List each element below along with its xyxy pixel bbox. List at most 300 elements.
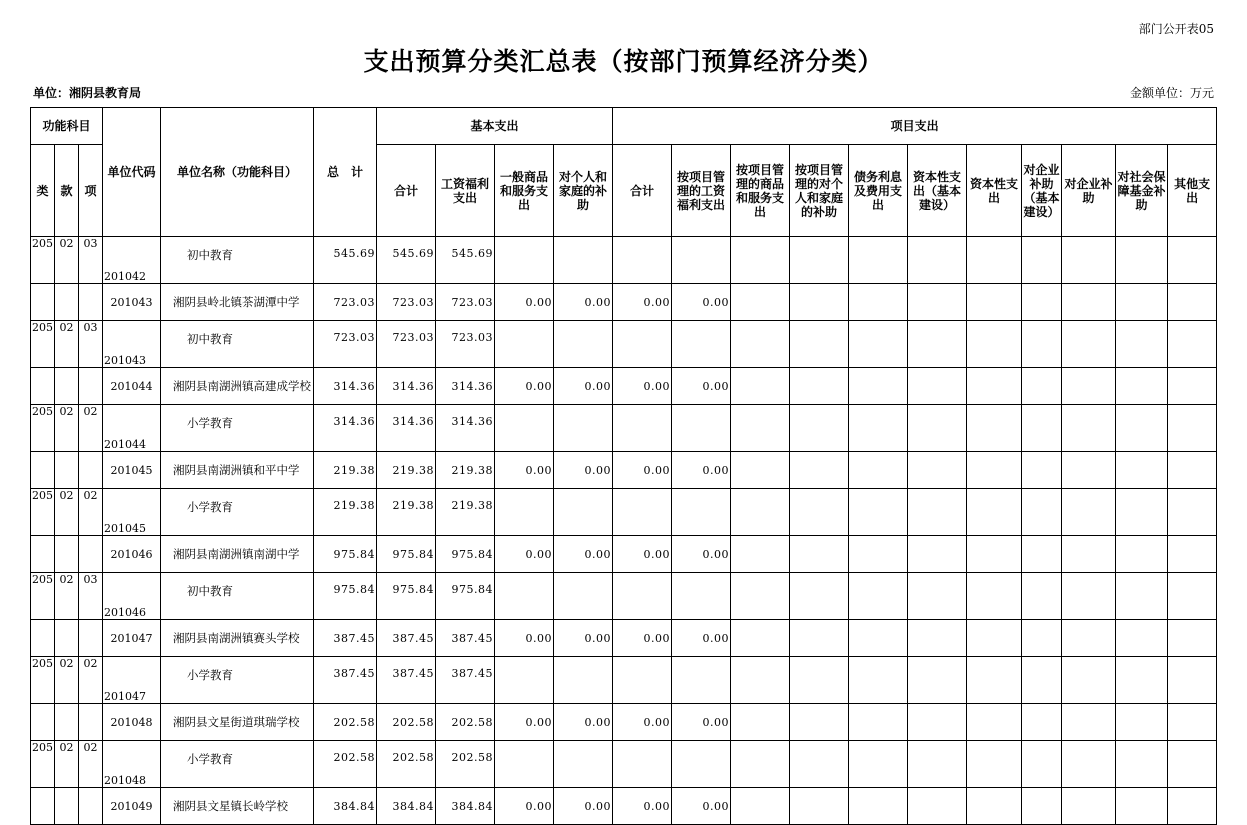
cell-unit-code: 201046	[103, 573, 161, 620]
cell-xiang	[79, 536, 103, 573]
cell-empty	[1168, 368, 1217, 405]
cell-wage: 387.45	[436, 657, 495, 704]
cell-total: 219.38	[314, 489, 377, 536]
cell-wage: 975.84	[436, 536, 495, 573]
header-proj-family: 按项目管理的对个人和家庭的补助	[790, 145, 849, 237]
cell-total: 975.84	[314, 573, 377, 620]
cell-proj-subtotal	[613, 237, 672, 284]
header-capital-basic: 资本性支出（基本建设）	[908, 145, 967, 237]
cell-xiang	[79, 452, 103, 489]
header-other: 其他支出	[1168, 145, 1217, 237]
cell-unit-name: 湘阴县文星街道琪瑞学校	[161, 704, 314, 741]
budget-table	[30, 107, 1217, 825]
header-xiang: 项	[79, 145, 103, 237]
cell-family: 0.00	[554, 284, 613, 321]
cell-subtotal: 387.45	[377, 620, 436, 657]
cell-goods	[495, 321, 554, 368]
cell-goods: 0.00	[495, 368, 554, 405]
cell-family	[554, 489, 613, 536]
cell-wage: 545.69	[436, 237, 495, 284]
cell-proj-wage: 0.00	[672, 452, 731, 489]
cell-empty	[1022, 788, 1062, 825]
cell-empty	[1022, 536, 1062, 573]
cell-empty	[908, 237, 967, 284]
cell-lei: 205	[31, 657, 55, 704]
cell-wage: 314.36	[436, 368, 495, 405]
cell-lei: 205	[31, 321, 55, 368]
cell-subtotal: 723.03	[377, 284, 436, 321]
cell-kuan: 02	[55, 573, 79, 620]
cell-total: 975.84	[314, 536, 377, 573]
cell-empty	[1116, 489, 1168, 536]
cell-empty	[790, 237, 849, 284]
cell-lei	[31, 788, 55, 825]
cell-family: 0.00	[554, 452, 613, 489]
cell-empty	[967, 237, 1022, 284]
cell-empty	[1062, 321, 1116, 368]
header-capital: 资本性支出	[967, 145, 1022, 237]
cell-xiang	[79, 284, 103, 321]
cell-proj-subtotal	[613, 573, 672, 620]
header-proj-wage: 按项目管理的工资福利支出	[672, 145, 731, 237]
cell-xiang: 02	[79, 741, 103, 788]
cell-empty	[908, 536, 967, 573]
cell-proj-wage	[672, 237, 731, 284]
cell-empty	[849, 704, 908, 741]
cell-empty	[1168, 405, 1217, 452]
cell-empty	[1022, 704, 1062, 741]
cell-empty	[967, 788, 1022, 825]
cell-wage: 723.03	[436, 321, 495, 368]
cell-family: 0.00	[554, 788, 613, 825]
cell-empty	[849, 368, 908, 405]
cell-proj-wage: 0.00	[672, 788, 731, 825]
cell-xiang	[79, 368, 103, 405]
cell-empty	[967, 704, 1022, 741]
cell-empty	[849, 657, 908, 704]
cell-empty	[1168, 452, 1217, 489]
cell-empty	[731, 620, 790, 657]
table-row-unit	[31, 284, 1217, 321]
cell-lei	[31, 368, 55, 405]
cell-goods: 0.00	[495, 788, 554, 825]
table-row-function	[31, 657, 1217, 704]
cell-lei: 205	[31, 741, 55, 788]
header-basic-wage: 工资福利支出	[436, 145, 495, 237]
cell-proj-subtotal	[613, 489, 672, 536]
cell-total: 202.58	[314, 741, 377, 788]
cell-subtotal: 723.03	[377, 321, 436, 368]
unit-label: 单位：湘阴县教育局	[33, 86, 142, 100]
cell-goods: 0.00	[495, 452, 554, 489]
cell-empty	[1022, 573, 1062, 620]
cell-family	[554, 237, 613, 284]
cell-unit-code: 201043	[103, 321, 161, 368]
cell-empty	[1022, 321, 1062, 368]
cell-empty	[1116, 704, 1168, 741]
cell-empty	[1022, 405, 1062, 452]
cell-empty	[908, 284, 967, 321]
cell-empty	[1062, 452, 1116, 489]
cell-unit-name: 湘阴县南湖洲镇南湖中学	[161, 536, 314, 573]
header-enterprise: 对企业补助	[1062, 145, 1116, 237]
cell-empty	[1062, 368, 1116, 405]
cell-lei: 205	[31, 573, 55, 620]
cell-empty	[731, 741, 790, 788]
cell-family	[554, 657, 613, 704]
cell-empty	[731, 405, 790, 452]
cell-proj-wage: 0.00	[672, 620, 731, 657]
cell-empty	[849, 489, 908, 536]
table-row-unit	[31, 788, 1217, 825]
form-number: 部门公开表05	[1138, 22, 1214, 36]
cell-empty	[1116, 284, 1168, 321]
cell-empty	[908, 741, 967, 788]
cell-empty	[790, 284, 849, 321]
header-basic-subtotal: 合计	[377, 145, 436, 237]
cell-unit-name: 湘阴县南湖洲镇和平中学	[161, 452, 314, 489]
cell-goods	[495, 489, 554, 536]
cell-empty	[849, 788, 908, 825]
cell-unit-code: 201044	[103, 405, 161, 452]
cell-empty	[967, 620, 1022, 657]
cell-empty	[849, 741, 908, 788]
cell-goods: 0.00	[495, 536, 554, 573]
cell-proj-subtotal: 0.00	[613, 284, 672, 321]
cell-empty	[731, 704, 790, 741]
cell-empty	[1116, 788, 1168, 825]
cell-unit-code: 201044	[103, 368, 161, 405]
cell-unit-code: 201047	[103, 657, 161, 704]
cell-empty	[1022, 284, 1062, 321]
cell-empty	[790, 620, 849, 657]
cell-proj-wage: 0.00	[672, 536, 731, 573]
cell-proj-subtotal	[613, 321, 672, 368]
cell-empty	[908, 321, 967, 368]
cell-empty	[908, 657, 967, 704]
table-row-function	[31, 489, 1217, 536]
cell-empty	[1168, 284, 1217, 321]
cell-subtotal: 202.58	[377, 704, 436, 741]
cell-wage: 387.45	[436, 620, 495, 657]
cell-kuan	[55, 284, 79, 321]
cell-proj-subtotal: 0.00	[613, 788, 672, 825]
cell-empty	[790, 573, 849, 620]
cell-kuan: 02	[55, 489, 79, 536]
cell-total: 314.36	[314, 405, 377, 452]
cell-kuan	[55, 368, 79, 405]
cell-empty	[1116, 573, 1168, 620]
cell-wage: 219.38	[436, 489, 495, 536]
cell-proj-wage	[672, 489, 731, 536]
cell-proj-subtotal: 0.00	[613, 368, 672, 405]
cell-proj-subtotal: 0.00	[613, 536, 672, 573]
cell-empty	[1168, 321, 1217, 368]
cell-empty	[731, 452, 790, 489]
cell-wage: 384.84	[436, 788, 495, 825]
cell-subtotal: 975.84	[377, 573, 436, 620]
cell-empty	[731, 237, 790, 284]
cell-kuan	[55, 620, 79, 657]
cell-empty	[849, 405, 908, 452]
table-row-unit	[31, 704, 1217, 741]
cell-proj-wage	[672, 741, 731, 788]
cell-total: 545.69	[314, 237, 377, 284]
cell-goods	[495, 237, 554, 284]
cell-unit-code: 201049	[103, 788, 161, 825]
cell-subtotal: 219.38	[377, 452, 436, 489]
cell-empty	[967, 573, 1022, 620]
cell-empty	[1062, 405, 1116, 452]
amount-unit-label: 金额单位：万元	[1129, 86, 1214, 100]
header-project: 项目支出	[613, 108, 1217, 145]
cell-empty	[1062, 536, 1116, 573]
cell-unit-name: 小学教育	[161, 741, 314, 788]
cell-subtotal: 219.38	[377, 489, 436, 536]
cell-lei	[31, 704, 55, 741]
cell-proj-subtotal	[613, 405, 672, 452]
cell-unit-code: 201048	[103, 704, 161, 741]
cell-unit-name: 小学教育	[161, 657, 314, 704]
cell-empty	[1116, 741, 1168, 788]
cell-empty	[1168, 788, 1217, 825]
header-total: 总 计	[314, 108, 377, 237]
cell-proj-subtotal: 0.00	[613, 620, 672, 657]
cell-unit-code: 201047	[103, 620, 161, 657]
cell-unit-code: 201046	[103, 536, 161, 573]
cell-xiang	[79, 788, 103, 825]
cell-subtotal: 314.36	[377, 405, 436, 452]
cell-lei: 205	[31, 489, 55, 536]
cell-unit-name: 小学教育	[161, 405, 314, 452]
cell-empty	[731, 573, 790, 620]
cell-kuan	[55, 788, 79, 825]
cell-empty	[967, 657, 1022, 704]
cell-empty	[849, 573, 908, 620]
cell-empty	[1062, 657, 1116, 704]
cell-empty	[1116, 321, 1168, 368]
header-basic: 基本支出	[377, 108, 613, 145]
header-enterprise-basic: 对企业补助（基本建设）	[1022, 145, 1062, 237]
header-unit-code: 单位代码	[103, 108, 161, 237]
table-row-unit	[31, 452, 1217, 489]
cell-empty	[908, 405, 967, 452]
cell-family: 0.00	[554, 620, 613, 657]
cell-empty	[790, 788, 849, 825]
cell-empty	[908, 489, 967, 536]
cell-kuan: 02	[55, 237, 79, 284]
cell-empty	[1022, 741, 1062, 788]
cell-proj-wage: 0.00	[672, 704, 731, 741]
cell-family	[554, 741, 613, 788]
header-debt: 债务利息及费用支出	[849, 145, 908, 237]
cell-lei: 205	[31, 405, 55, 452]
cell-empty	[908, 788, 967, 825]
header-basic-goods: 一般商品和服务支出	[495, 145, 554, 237]
cell-empty	[790, 489, 849, 536]
cell-unit-name: 初中教育	[161, 237, 314, 284]
cell-family: 0.00	[554, 368, 613, 405]
cell-empty	[1116, 237, 1168, 284]
cell-empty	[731, 321, 790, 368]
cell-goods	[495, 657, 554, 704]
cell-lei	[31, 284, 55, 321]
cell-goods	[495, 405, 554, 452]
cell-proj-wage	[672, 321, 731, 368]
cell-empty	[1168, 573, 1217, 620]
cell-kuan	[55, 536, 79, 573]
cell-wage: 202.58	[436, 741, 495, 788]
cell-family	[554, 573, 613, 620]
cell-proj-wage	[672, 405, 731, 452]
cell-empty	[967, 321, 1022, 368]
cell-empty	[790, 452, 849, 489]
cell-unit-name: 湘阴县岭北镇茶湖潭中学	[161, 284, 314, 321]
cell-empty	[790, 657, 849, 704]
cell-empty	[908, 704, 967, 741]
header-unit-name: 单位名称（功能科目）	[161, 108, 314, 237]
cell-proj-subtotal	[613, 657, 672, 704]
cell-empty	[849, 237, 908, 284]
cell-empty	[790, 368, 849, 405]
cell-lei	[31, 452, 55, 489]
cell-empty	[1022, 452, 1062, 489]
cell-kuan: 02	[55, 657, 79, 704]
cell-goods	[495, 573, 554, 620]
cell-empty	[790, 741, 849, 788]
table-row-function	[31, 573, 1217, 620]
cell-empty	[1062, 741, 1116, 788]
cell-empty	[731, 536, 790, 573]
cell-unit-code: 201043	[103, 284, 161, 321]
cell-xiang	[79, 704, 103, 741]
header-proj-subtotal: 合计	[613, 145, 672, 237]
cell-empty	[1116, 452, 1168, 489]
cell-empty	[1062, 284, 1116, 321]
cell-total: 387.45	[314, 657, 377, 704]
cell-unit-name: 湘阴县文星镇长岭学校	[161, 788, 314, 825]
cell-total: 723.03	[314, 321, 377, 368]
table-row-function	[31, 741, 1217, 788]
cell-total: 219.38	[314, 452, 377, 489]
cell-wage: 723.03	[436, 284, 495, 321]
cell-empty	[1062, 237, 1116, 284]
cell-empty	[731, 368, 790, 405]
cell-empty	[908, 452, 967, 489]
cell-kuan: 02	[55, 405, 79, 452]
cell-xiang: 03	[79, 321, 103, 368]
cell-empty	[1116, 620, 1168, 657]
cell-goods: 0.00	[495, 704, 554, 741]
cell-empty	[1168, 237, 1217, 284]
table-row-function	[31, 405, 1217, 452]
cell-lei	[31, 536, 55, 573]
cell-empty	[731, 284, 790, 321]
cell-subtotal: 545.69	[377, 237, 436, 284]
cell-subtotal: 387.45	[377, 657, 436, 704]
cell-kuan	[55, 704, 79, 741]
cell-empty	[1168, 741, 1217, 788]
cell-xiang: 02	[79, 405, 103, 452]
cell-proj-subtotal	[613, 741, 672, 788]
cell-empty	[790, 704, 849, 741]
cell-empty	[1062, 489, 1116, 536]
table-row-function	[31, 237, 1217, 284]
cell-family: 0.00	[554, 536, 613, 573]
cell-kuan: 02	[55, 321, 79, 368]
cell-empty	[849, 452, 908, 489]
cell-empty	[908, 573, 967, 620]
cell-lei	[31, 620, 55, 657]
cell-empty	[1116, 536, 1168, 573]
cell-empty	[790, 536, 849, 573]
cell-xiang: 02	[79, 657, 103, 704]
cell-proj-wage	[672, 573, 731, 620]
cell-kuan	[55, 452, 79, 489]
cell-empty	[1022, 368, 1062, 405]
cell-empty	[1116, 405, 1168, 452]
cell-total: 314.36	[314, 368, 377, 405]
cell-wage: 219.38	[436, 452, 495, 489]
cell-family	[554, 405, 613, 452]
cell-total: 202.58	[314, 704, 377, 741]
cell-wage: 314.36	[436, 405, 495, 452]
cell-xiang: 03	[79, 237, 103, 284]
cell-empty	[1022, 620, 1062, 657]
cell-empty	[1022, 657, 1062, 704]
cell-unit-code: 201045	[103, 452, 161, 489]
cell-goods: 0.00	[495, 620, 554, 657]
cell-xiang: 02	[79, 489, 103, 536]
cell-subtotal: 202.58	[377, 741, 436, 788]
table-row-unit	[31, 536, 1217, 573]
cell-empty	[967, 368, 1022, 405]
cell-empty	[1062, 620, 1116, 657]
cell-empty	[1116, 657, 1168, 704]
cell-lei: 205	[31, 237, 55, 284]
cell-empty	[790, 321, 849, 368]
cell-xiang: 03	[79, 573, 103, 620]
cell-goods	[495, 741, 554, 788]
cell-total: 723.03	[314, 284, 377, 321]
cell-empty	[1062, 573, 1116, 620]
cell-empty	[1022, 489, 1062, 536]
cell-empty	[967, 452, 1022, 489]
table-row-unit	[31, 620, 1217, 657]
cell-proj-subtotal: 0.00	[613, 704, 672, 741]
cell-empty	[1168, 620, 1217, 657]
cell-empty	[1062, 704, 1116, 741]
cell-empty	[1168, 657, 1217, 704]
cell-proj-wage	[672, 657, 731, 704]
cell-empty	[908, 620, 967, 657]
cell-wage: 975.84	[436, 573, 495, 620]
cell-unit-code: 201048	[103, 741, 161, 788]
table-row-function	[31, 321, 1217, 368]
cell-empty	[1116, 368, 1168, 405]
cell-wage: 202.58	[436, 704, 495, 741]
cell-proj-wage: 0.00	[672, 368, 731, 405]
cell-empty	[849, 284, 908, 321]
cell-empty	[731, 489, 790, 536]
cell-empty	[967, 405, 1022, 452]
table-row-unit	[31, 368, 1217, 405]
cell-unit-code: 201045	[103, 489, 161, 536]
cell-empty	[731, 788, 790, 825]
cell-empty	[731, 657, 790, 704]
cell-empty	[967, 536, 1022, 573]
cell-unit-name: 初中教育	[161, 573, 314, 620]
